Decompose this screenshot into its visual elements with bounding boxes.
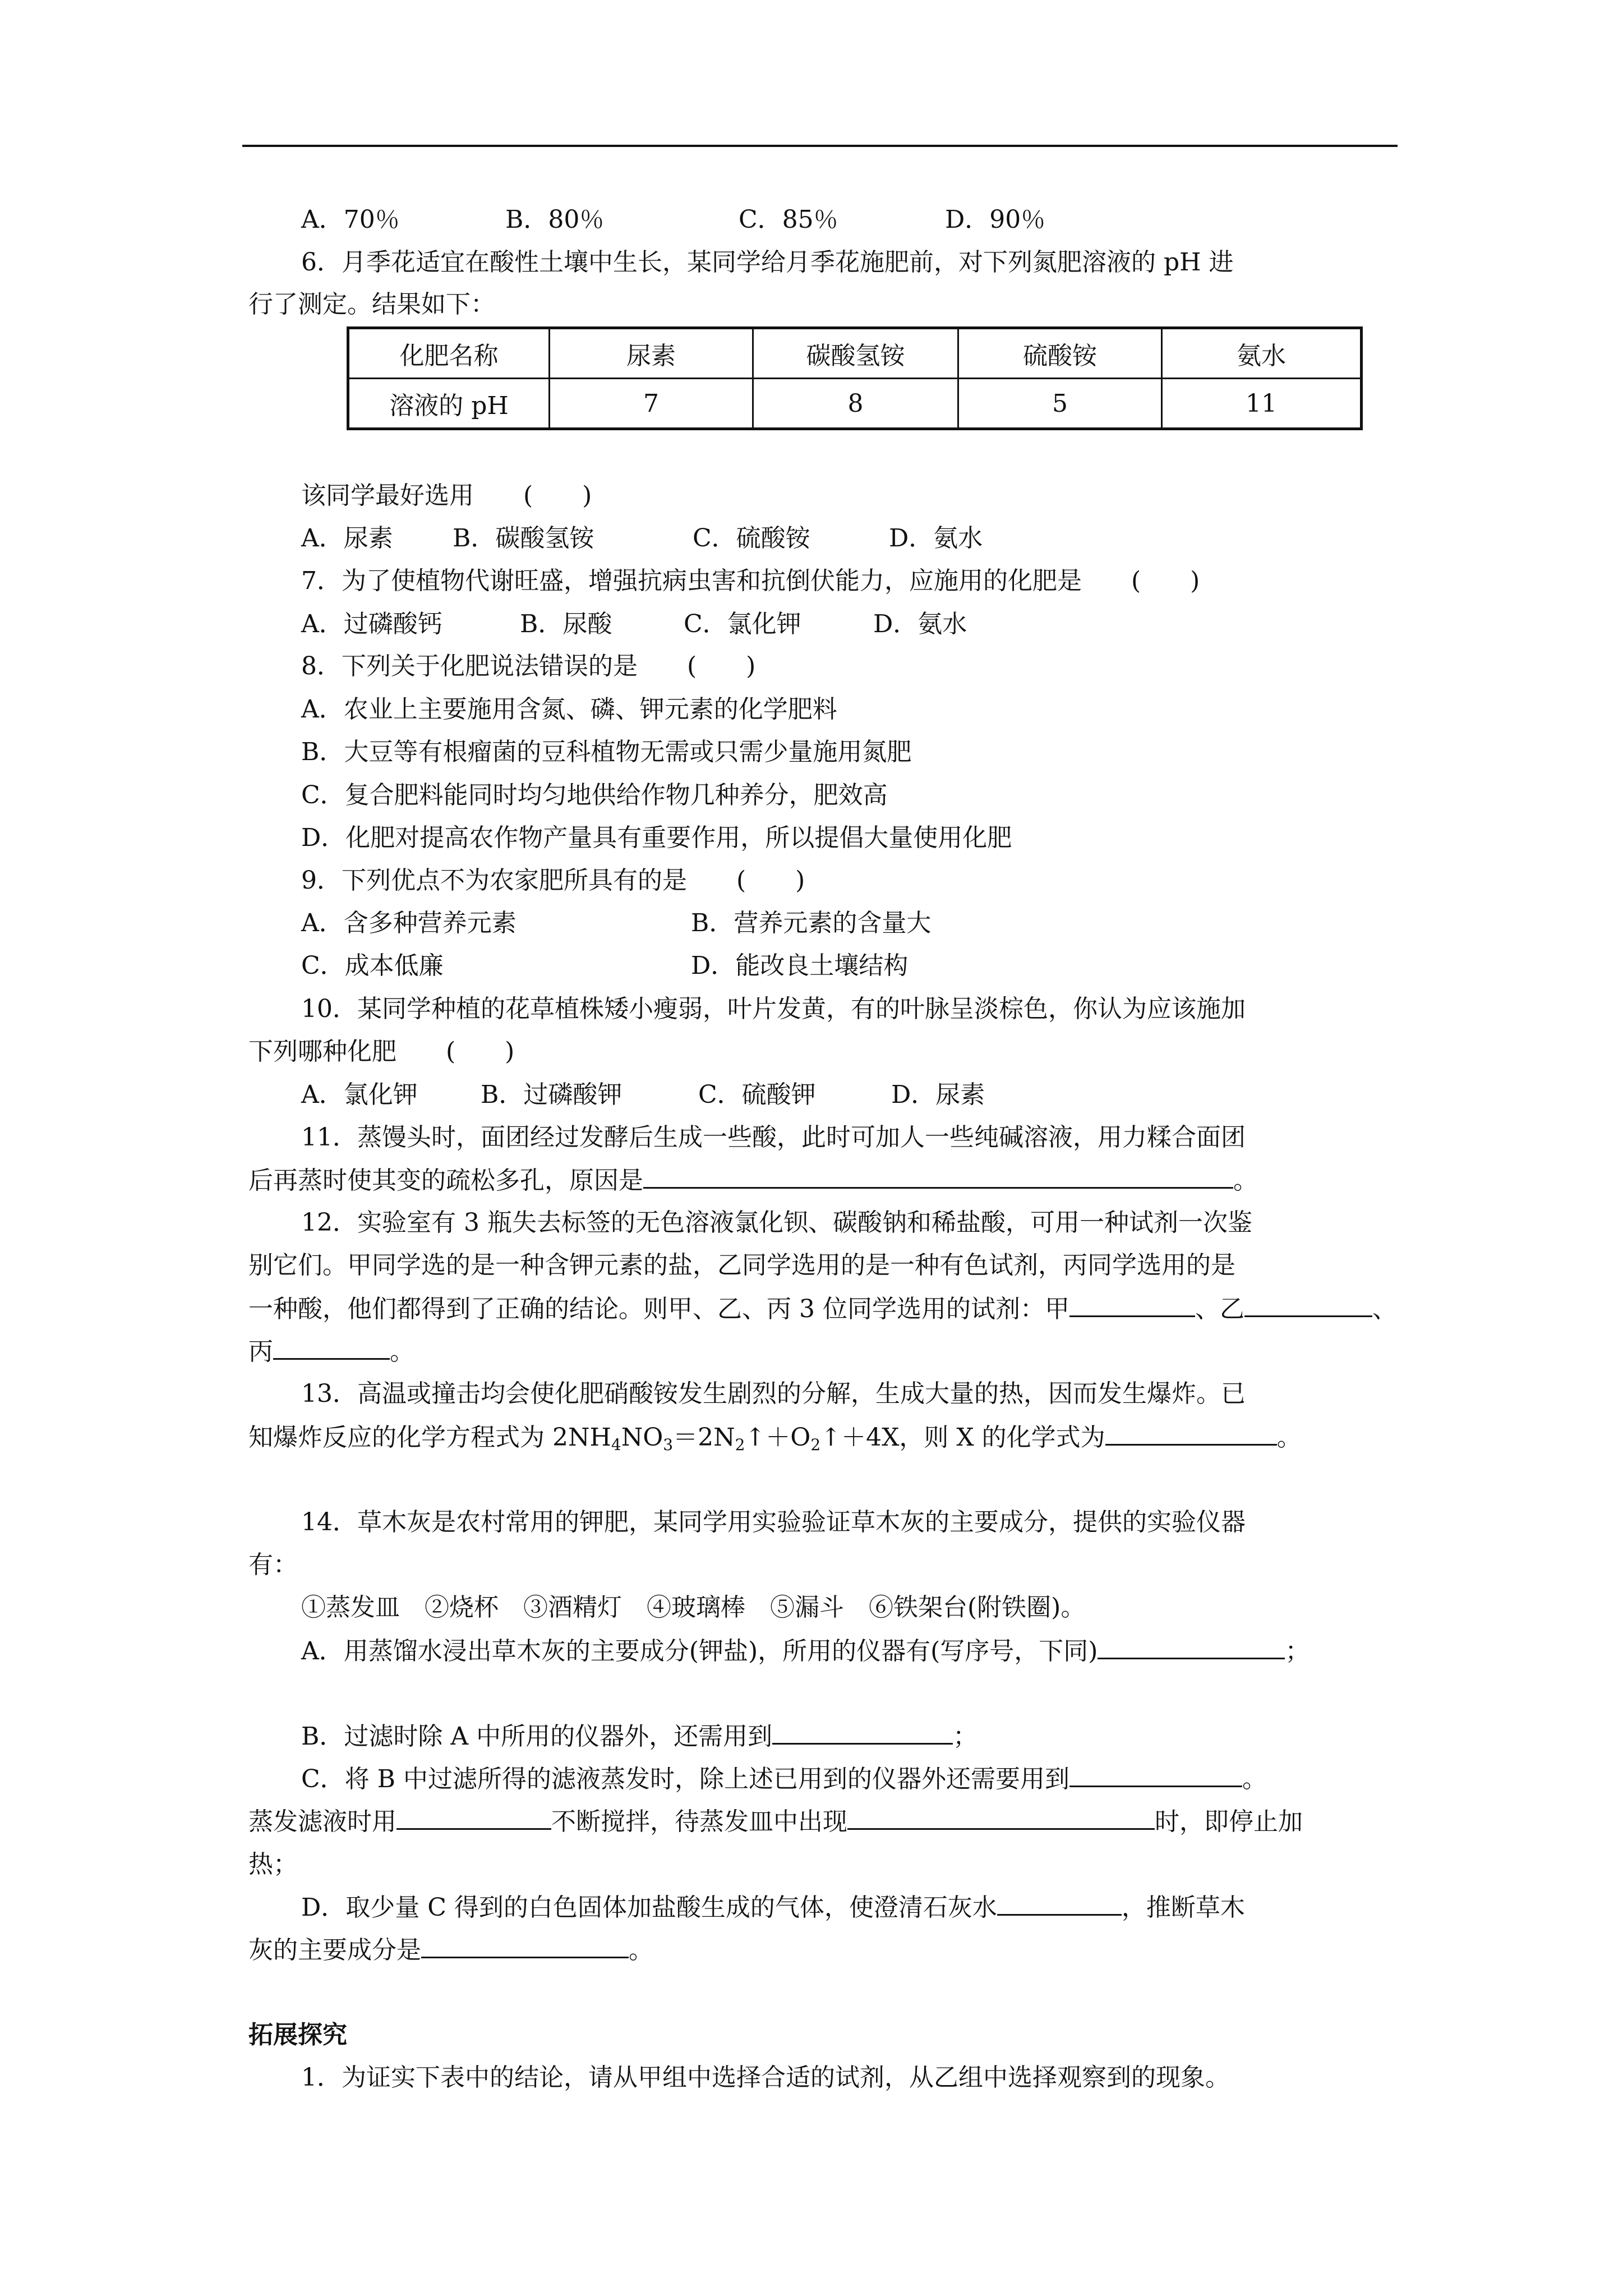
option: C．85％ — [739, 205, 838, 234]
q14-text-end: 。 — [629, 1936, 653, 1964]
q10-stem-line1: 10．某同学种植的花草植株矮小瘦弱，叶片发黄，有的叶脉呈淡棕色，你认为应该施加 — [301, 995, 1246, 1023]
q14-part-c-line2 — [248, 1806, 1303, 1838]
q14-text: D．取少量 C 得到的白色固体加盐酸生成的气体，使澄清石灰水 — [301, 1893, 997, 1922]
q14-part-b — [301, 1720, 978, 1752]
table-cell: 溶液的 pH — [348, 379, 550, 429]
table-cell: 化肥名称 — [348, 328, 550, 379]
q8-option-b: B．大豆等有根瘤菌的豆科植物无需或只需少量施用氮肥 — [301, 738, 912, 766]
q8-option-d: D．化肥对提高农作物产量具有重要作用，所以提倡大量使用化肥 — [301, 823, 1012, 852]
q9-option-b: B．营养元素的含量大 — [691, 909, 932, 937]
q13-text: ↑＋O — [745, 1423, 811, 1452]
q6-ask: 该同学最好选用 ( ) — [301, 481, 592, 510]
table-cell: 8 — [753, 379, 958, 429]
q5-options — [301, 204, 1045, 236]
q9-option-c: C．成本低廉 — [301, 951, 444, 980]
q12-text: 一种酸，他们都得到了正确的结论。则甲、乙、丙 3 位同学选用的试剂：甲 — [248, 1295, 1069, 1323]
subscript: 2 — [735, 1435, 745, 1454]
q14-part-a — [301, 1635, 1310, 1667]
option: A．氯化钾 — [301, 1080, 418, 1109]
q8-option-c: C．复合肥料能同时均匀地供给作物几种养分，肥效高 — [301, 781, 888, 809]
table-cell: 11 — [1162, 379, 1362, 429]
q14-text: C．将 B 中过滤所得的滤液蒸发时，除上述已用到的仪器外还需要用到 — [301, 1765, 1069, 1793]
subscript: 4 — [611, 1435, 621, 1454]
q7-stem: 7．为了使植物代谢旺盛，增强抗病虫害和抗倒伏能力，应施用的化肥是 ( ) — [301, 567, 1200, 595]
section-title-extension: 拓展探究 — [248, 2021, 347, 2049]
q13-text: 知爆炸反应的化学方程式为 2NH — [248, 1423, 611, 1452]
q14-text-end: ； — [1285, 1637, 1310, 1665]
q13-text: NO — [621, 1423, 663, 1452]
option: D．氨水 — [873, 610, 967, 638]
q12-stem-line4 — [248, 1336, 414, 1368]
q14-text: B．过滤时除 A 中所用的仪器外，还需用到 — [301, 1722, 773, 1751]
q12-text: 、 — [1372, 1295, 1397, 1323]
answer-blank[interactable] — [772, 1720, 953, 1745]
table-cell: 硫酸铵 — [958, 328, 1162, 379]
q14-stem-line1: 14．草木灰是农村常用的钾肥，某同学用实验验证草木灰的主要成分，提供的实验仪器 — [301, 1508, 1246, 1536]
q8-stem: 8．下列关于化肥说法错误的是 ( ) — [301, 652, 756, 680]
q14-text: ，推断草木 — [1121, 1893, 1245, 1922]
q6-stem-line1: 6．月季花适宜在酸性土壤中生长，某同学给月季花施肥前，对下列氮肥溶液的 pH 进 — [301, 248, 1234, 277]
option: D．氨水 — [889, 524, 983, 553]
table-cell: 尿素 — [550, 328, 753, 379]
table-cell: 氨水 — [1162, 328, 1362, 379]
q14-part-d — [301, 1892, 1245, 1924]
option: C．硫酸铵 — [693, 524, 810, 553]
q13-text: ＝2N — [673, 1423, 735, 1452]
q11-text: 后再蒸时使其变的疏松多孔，原因是 — [248, 1166, 643, 1195]
q14-text-end: 。 — [1242, 1765, 1267, 1793]
header-rule — [242, 145, 1398, 147]
q11-text-end: 。 — [1233, 1166, 1258, 1195]
option: D．90％ — [945, 205, 1046, 234]
table-cell: 5 — [958, 379, 1162, 429]
answer-blank[interactable] — [847, 1806, 1155, 1830]
fertilizer-ph-table — [347, 326, 1363, 430]
table-header-row — [348, 328, 1362, 379]
q9-option-d: D．能改良土壤结构 — [691, 951, 909, 980]
q12-stem-line1: 12．实验室有 3 瓶失去标签的无色溶液氯化钡、碳酸钠和稀盐酸，可用一种试剂一次鉴 — [301, 1208, 1252, 1237]
subscript: 2 — [810, 1435, 821, 1454]
answer-blank-bing[interactable] — [273, 1336, 390, 1360]
table-cell: 碳酸氢铵 — [753, 328, 958, 379]
option: A．尿素 — [301, 524, 393, 553]
q13-stem-line2 — [248, 1421, 1302, 1453]
q10-options — [301, 1079, 985, 1111]
option: A．过磷酸钙 — [301, 610, 442, 638]
answer-blank-jia[interactable] — [1069, 1293, 1195, 1317]
option: B．过磷酸钾 — [481, 1080, 623, 1109]
q14-text: 不断搅拌，待蒸发皿中出现 — [551, 1807, 847, 1836]
q14-text: 蒸发滤液时用 — [248, 1807, 396, 1836]
answer-blank[interactable] — [1098, 1635, 1285, 1659]
table-cell: 7 — [550, 379, 753, 429]
q6-stem-line2: 行了测定。结果如下： — [248, 290, 495, 319]
q14-part-c — [301, 1763, 1267, 1795]
answer-blank[interactable] — [1105, 1421, 1277, 1446]
option: D．尿素 — [891, 1080, 985, 1109]
q9-stem: 9．下列优点不为农家肥所具有的是 ( ) — [301, 866, 805, 895]
q14-text: 灰的主要成分是 — [248, 1936, 421, 1964]
answer-blank[interactable] — [421, 1934, 629, 1958]
q11-stem-line2 — [248, 1165, 1258, 1197]
answer-blank[interactable] — [643, 1165, 1233, 1189]
q14-instruments: ①蒸发皿 ②烧杯 ③酒精灯 ④玻璃棒 ⑤漏斗 ⑥铁架台(附铁圈)。 — [301, 1593, 1086, 1622]
q12-text: 。 — [390, 1337, 414, 1366]
q12-text: 、乙 — [1195, 1295, 1244, 1323]
answer-blank[interactable] — [396, 1806, 551, 1830]
answer-blank-yi[interactable] — [1244, 1293, 1372, 1317]
option: B．碳酸氢铵 — [453, 524, 594, 553]
option: A．70％ — [301, 205, 400, 234]
option: C．氯化钾 — [684, 610, 801, 638]
q14-text-end: ； — [953, 1722, 978, 1751]
q12-stem-line3 — [248, 1293, 1397, 1325]
q13-text-end: 。 — [1276, 1423, 1302, 1452]
q10-stem-line2: 下列哪种化肥 ( ) — [248, 1037, 515, 1066]
q13-text: ↑＋4X，则 X 的化学式为 — [820, 1423, 1105, 1452]
answer-blank[interactable] — [1069, 1763, 1242, 1787]
q8-option-a: A．农业上主要施用含氮、磷、钾元素的化学肥料 — [301, 695, 837, 724]
q14-text: A．用蒸馏水浸出草木灰的主要成分(钾盐)，所用的仪器有(写序号，下同) — [301, 1637, 1098, 1665]
q6-options — [301, 523, 983, 554]
option: C．硫酸钾 — [698, 1080, 816, 1109]
q13-stem-line1: 13．高温或撞击均会使化肥硝酸铵发生剧烈的分解，生成大量的热，因而发生爆炸。已 — [301, 1379, 1246, 1408]
option: B．尿酸 — [520, 610, 612, 638]
q14-part-d-line2 — [248, 1934, 653, 1966]
answer-blank[interactable] — [997, 1892, 1122, 1916]
q12-text: 丙 — [248, 1337, 273, 1366]
q7-options — [301, 609, 967, 640]
ext-q1-stem: 1．为证实下表中的结论，请从甲组中选择合适的试剂，从乙组中选择观察到的现象。 — [301, 2063, 1230, 2092]
q12-stem-line2: 别它们。甲同学选的是一种含钾元素的盐，乙同学选用的是一种有色试剂，丙同学选用的是 — [248, 1251, 1235, 1280]
q14-part-c-line3: 热； — [248, 1850, 298, 1879]
option: B．80％ — [505, 205, 605, 234]
q11-stem-line1: 11．蒸馒头时，面团经过发酵后生成一些酸，此时可加人一些纯碱溶液，用力糅合面团 — [301, 1123, 1246, 1152]
q9-option-a: A．含多种营养元素 — [301, 909, 517, 937]
table-row — [348, 379, 1362, 429]
q14-text: 时，即停止加 — [1155, 1807, 1303, 1836]
subscript: 3 — [663, 1435, 674, 1454]
q14-stem-line2: 有： — [248, 1550, 298, 1579]
